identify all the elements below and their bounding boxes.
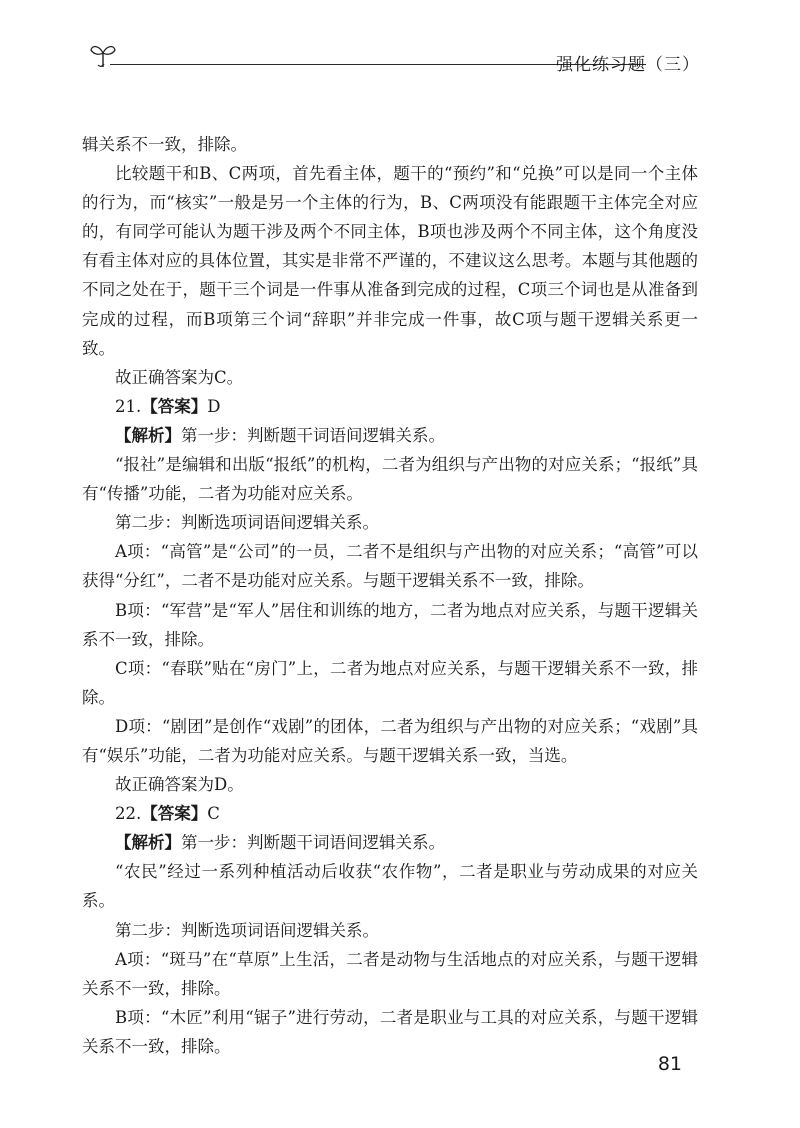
section-label: 【解析】 [115, 833, 181, 853]
question-number: 22. [115, 804, 142, 824]
paragraph [82, 1003, 698, 1061]
paragraph-text: 故正确答案为C。 [115, 367, 244, 387]
paragraph-text: C项：“春联”贴在“房门”上，二者为地点对应关系，与题干逻辑关系不一致，排除。 [82, 658, 698, 707]
paragraph [82, 596, 698, 654]
paragraph [82, 799, 698, 828]
paragraph-text: “农民”经过一系列种植活动后收获“农作物”，二者是职业与劳动成果的对应关系。 [82, 862, 698, 911]
section-label: 【答案】 [141, 396, 208, 416]
paragraph-text: A项：“斑马”在“草原”上生活，二者是动物与生活地点的对应关系，与题干逻辑关系不一致，排除。 [82, 949, 698, 998]
paragraph [82, 363, 698, 392]
paragraph-text: 第二步：判断选项词语间逻辑关系。 [115, 920, 379, 940]
paragraph-text: 第一步：判断题干词语间逻辑关系。 [181, 425, 445, 445]
page-header [88, 40, 700, 76]
paragraph-text: 第一步：判断题干词语间逻辑关系。 [181, 833, 445, 853]
paragraph [82, 857, 698, 915]
paragraph-text: 故正确答案为D。 [115, 775, 244, 795]
paragraph-text: C [207, 804, 220, 824]
paragraph [82, 654, 698, 712]
page-body [82, 130, 698, 1061]
paragraph-text: 辑关系不一致，排除。 [82, 135, 247, 154]
page-number: 81 [657, 1053, 682, 1075]
paragraph [82, 508, 698, 537]
paragraph [82, 712, 698, 770]
paragraph [82, 450, 698, 508]
paragraph [82, 537, 698, 595]
paragraph [82, 392, 698, 421]
running-header-title: 强化练习题（三） [556, 55, 700, 75]
paragraph [82, 916, 698, 945]
paragraph [82, 421, 698, 450]
paragraph [82, 770, 698, 799]
paragraph [82, 159, 698, 363]
section-label: 【解析】 [115, 425, 181, 445]
paragraph-text: 比较题干和B、C两项，首先看主体，题干的“预约”和“兑换”可以是同一个主体的行为，而“核实”一般是另一个主体的行为，B、C两项没有能跟题干主体完全对应的，有同学可能认为题干涉及两个不同主体，B项也涉及两个不同主体，这个角度没有看主体对应的具体位置，其实是非常不严谨的，不建议这么思考。本题与其他题的不同之处在于，题干三个词是一件事从准备到完成的过程，C项三个词也是从准备到完成的过程，而B项第三个词“辞职”并非完成一件事，故C项与题干逻辑关系更一致。 [82, 164, 698, 358]
paragraph-text: “报社”是编辑和出版“报纸”的机构，二者为组织与产出物的对应关系；“报纸”具有“传播”功能，二者为功能对应关系。 [82, 455, 698, 504]
paragraph-text: 第二步：判断选项词语间逻辑关系。 [115, 513, 379, 533]
paragraph [82, 130, 698, 159]
question-number: 21. [115, 396, 142, 416]
paragraph-text: A项：“高管”是“公司”的一员，二者不是组织与产出物的对应关系；“高管”可以获得“分红”，二者不是功能对应关系。与题干逻辑关系不一致，排除。 [82, 542, 698, 591]
section-label: 【答案】 [141, 804, 208, 824]
paragraph-text: B项：“军营”是“军人”居住和训练的地方，二者为地点对应关系，与题干逻辑关系不一致，排除。 [82, 600, 698, 649]
paragraph [82, 945, 698, 1003]
paragraph-text: B项：“木匠”利用“锯子”进行劳动，二者是职业与工具的对应关系，与题干逻辑关系不一致，排除。 [82, 1007, 698, 1056]
paragraph [82, 828, 698, 857]
sprout-icon [88, 40, 118, 70]
paragraph-text: D [207, 396, 221, 416]
paragraph-text: D项：“剧团”是创作“戏剧”的团体，二者为组织与产出物的对应关系；“戏剧”具有“娱乐”功能，二者为功能对应关系。与题干逻辑关系一致，当选。 [82, 716, 698, 765]
